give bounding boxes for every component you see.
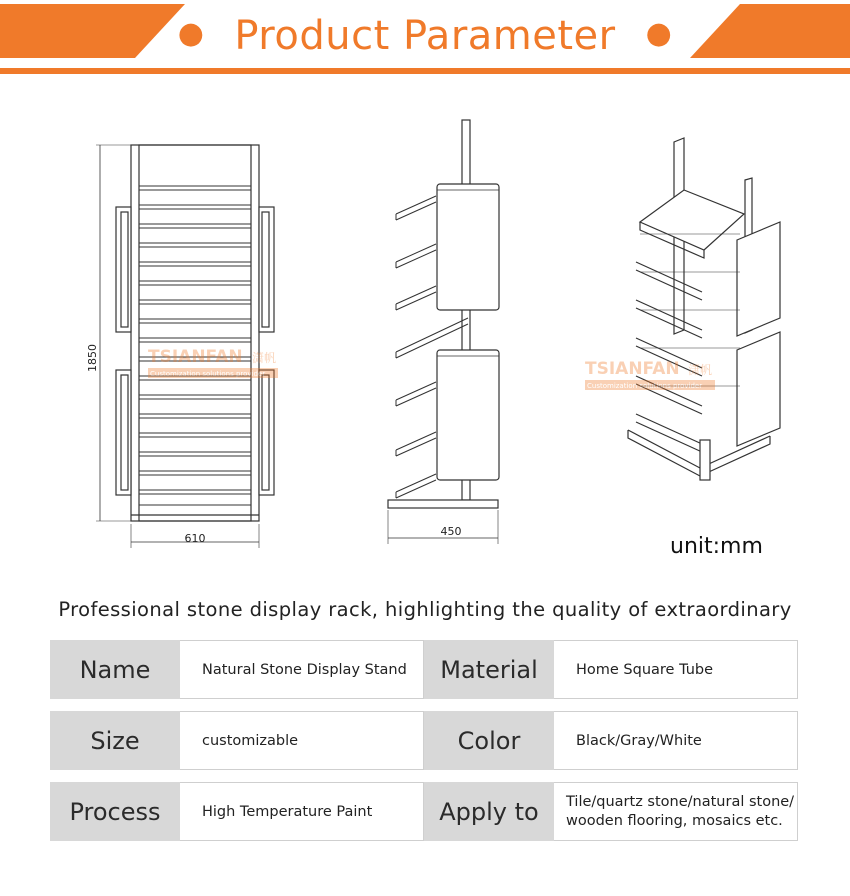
param-label: Apply to bbox=[424, 782, 554, 841]
watermark-tagline: Customization solutions provider bbox=[587, 382, 703, 390]
watermark-brand: TSIANFAN bbox=[148, 347, 243, 367]
param-value: Home Square Tube bbox=[554, 640, 798, 699]
param-row bbox=[50, 640, 800, 699]
product-tagline: Professional stone display rack, highlighting the quality of extraordinary bbox=[58, 598, 792, 621]
page-title-text: Product Parameter bbox=[234, 13, 616, 59]
param-label: Material bbox=[424, 640, 554, 699]
technical-drawings bbox=[0, 80, 850, 580]
side-view-drawing bbox=[388, 120, 499, 544]
height-dimension-label: 1850 bbox=[86, 344, 99, 372]
watermark-tagline: Customization solutions provider bbox=[150, 370, 266, 378]
param-label: Name bbox=[50, 640, 180, 699]
page-title bbox=[0, 10, 850, 64]
bullet-dot-icon: ● bbox=[177, 16, 205, 51]
watermark-iso bbox=[585, 359, 715, 390]
param-label: Color bbox=[424, 711, 554, 770]
param-value: High Temperature Paint bbox=[180, 782, 424, 841]
param-label: Process bbox=[50, 782, 180, 841]
param-value: Tile/quartz stone/natural stone/ wooden flooring, mosaics etc. bbox=[554, 782, 798, 841]
header-banner bbox=[0, 0, 850, 80]
unit-label: unit:mm bbox=[670, 534, 763, 559]
front-width-dimension-label: 610 bbox=[184, 532, 206, 545]
param-value: Black/Gray/White bbox=[554, 711, 798, 770]
param-value: Natural Stone Display Stand bbox=[180, 640, 424, 699]
param-value: customizable bbox=[180, 711, 424, 770]
watermark-front bbox=[148, 347, 278, 378]
side-width-dimension-label: 450 bbox=[440, 525, 462, 538]
param-label: Size bbox=[50, 711, 180, 770]
parameter-table bbox=[50, 640, 800, 853]
watermark-brand-cn: 潇帆 bbox=[252, 351, 277, 365]
watermark-brand-cn: 潇帆 bbox=[688, 363, 713, 377]
watermark-brand: TSIANFAN bbox=[585, 359, 680, 379]
param-row bbox=[50, 711, 800, 770]
param-row bbox=[50, 782, 800, 841]
isometric-view-drawing bbox=[628, 138, 780, 480]
bullet-dot-icon: ● bbox=[645, 16, 673, 51]
